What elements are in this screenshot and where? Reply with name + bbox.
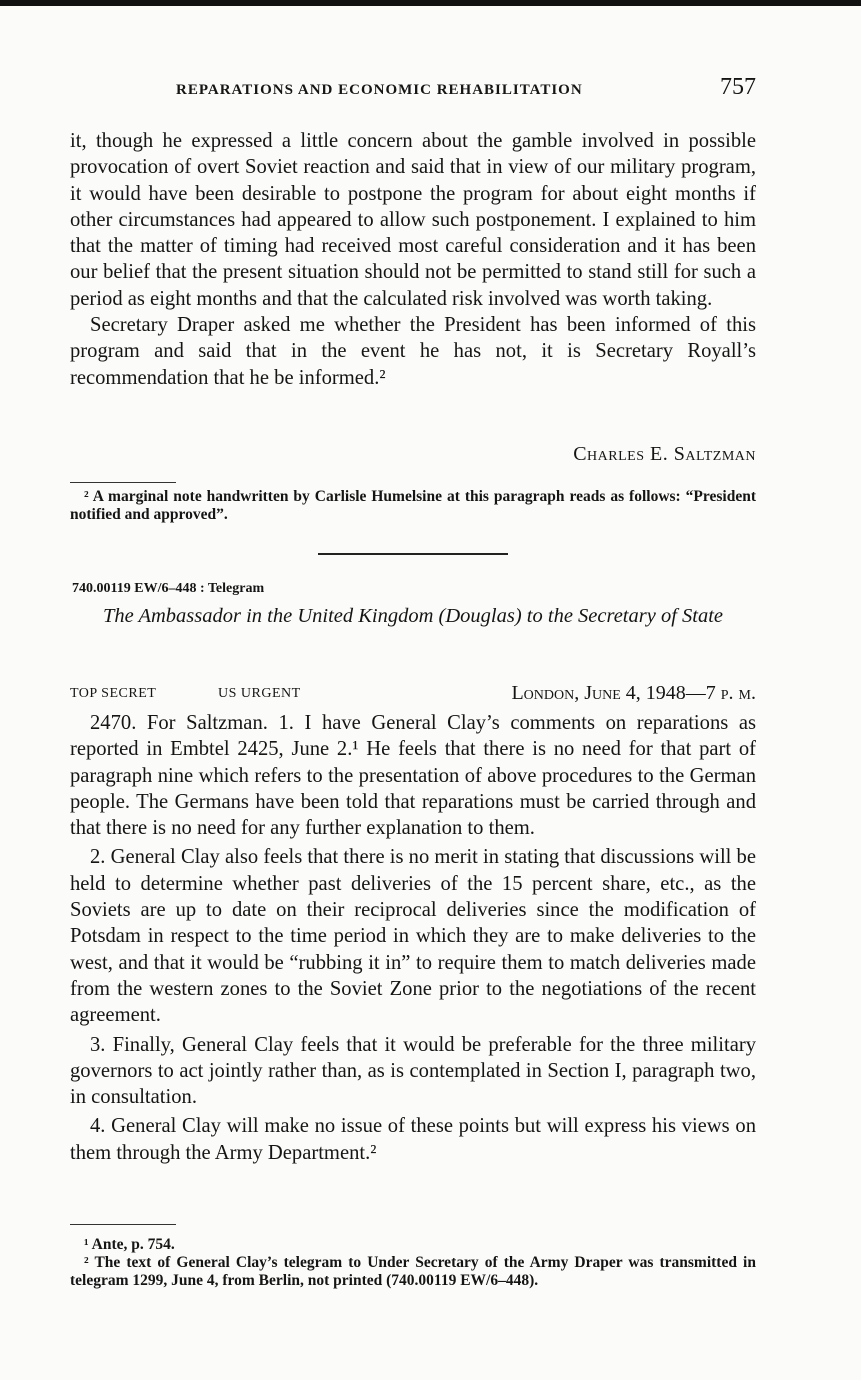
page-number: 757	[720, 74, 756, 100]
signature: Charles E. Saltzman	[573, 443, 756, 465]
memo-paragraph-1: it, though he expressed a little concern about the gamble involved in possible provocation of overt Soviet reaction and said that in view of our military program, it would have been desirable to postpone the program for about eight months if other circumstances had appeared to allow such postponement. I explained to him that the matter of timing had received most careful consideration and it has been our belief that the present situation should not be permitted to stand still for such a period as eight months and that the calculated risk involved was worth taking.	[70, 130, 756, 310]
page-header	[70, 74, 756, 104]
telegram-footnote-1: ¹ Ante, p. 754.	[84, 1236, 175, 1253]
memo-footnote-2: ² A marginal note handwritten by Carlisle Humelsine at this paragraph reads as follows: “President notified and approved”.	[70, 488, 756, 523]
telegram-paragraph-3: 3. Finally, General Clay feels that it would be preferable for the three military governors to act jointly rather than, as is contemplated in Section I, paragraph two, in consultation.	[70, 1033, 756, 1109]
footnote-rule-2	[70, 1224, 176, 1225]
telegram-paragraph-1: 2470. For Saltzman. 1. I have General Clay’s comments on reparations as reported in Embtel 2425, June 2.¹ He feels that there is no need for that part of paragraph nine which refers to the presentation of above procedures to the German people. The Germans have been told that reparations must be carried through and that there is no need for any further explanation to them.	[70, 712, 756, 840]
footnote-rule	[70, 482, 176, 483]
classification-line	[70, 682, 756, 708]
telegram-footnotes	[70, 1236, 756, 1290]
telegram-footnote-2: ² The text of General Clay’s telegram to Under Secretary of the Army Draper was transmitted in telegram 1299, June 4, from Berlin, not printed (740.00119 EW/6–448).	[70, 1254, 756, 1289]
file-reference: 740.00119 EW/6–448 : Telegram	[72, 581, 265, 596]
running-head: REPARATIONS AND ECONOMIC REHABILITATION	[176, 82, 583, 98]
page-top-border	[0, 0, 861, 6]
memo-continuation	[70, 128, 756, 391]
dateline: London, June 4, 1948—7 p. m.	[511, 682, 756, 704]
memo-paragraph-2: Secretary Draper asked me whether the President has been informed of this program and said that in the event he has not, it is Secretary Royall’s recommendation that he be informed.²	[70, 314, 756, 389]
section-divider	[318, 553, 508, 555]
telegram-body	[70, 710, 756, 1169]
memo-footnotes	[70, 488, 756, 524]
classification-top-secret: TOP SECRET	[70, 686, 157, 701]
telegram-paragraph-2: 2. General Clay also feels that there is no merit in stating that discussions will be held to determine whether past deliveries of the 15 percent share, etc., as the Soviets are up to date on their reciprocal deliveries since the modification of Potsdam in respect to the time period in which they are to make deliveries to the west, and that it would be “rubbing it in” to require them to match deliveries made from the western zones to the Soviet Zone prior to the negotiations of the recent agreement.	[70, 846, 756, 1027]
classification-us-urgent: US URGENT	[218, 686, 301, 701]
document-title: The Ambassador in the United Kingdom (Douglas) to the Secretary of State	[102, 605, 724, 627]
telegram-paragraph-4: 4. General Clay will make no issue of these points but will express his views on them through the Army Department.²	[70, 1115, 756, 1164]
